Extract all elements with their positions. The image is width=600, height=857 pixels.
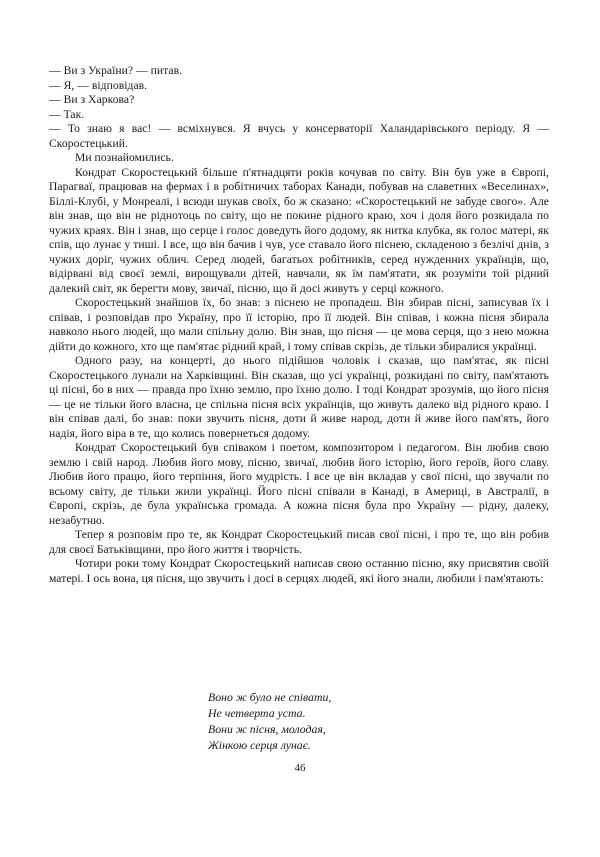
- poem-line: Вони ж пісня, молодая,: [208, 722, 326, 736]
- paragraph: — То знаю я вас! — всміхнувся. Я вчусь у консерваторії Халандарівського періоду. Я — Скоростецький.: [49, 122, 549, 150]
- paragraph: Скоростецький знайшов їх, бо знав: з піснею не пропадеш. Він збирав пісні, записував їх і співав, і розповідав про Україну, про її історію, про її людей. Він співав, і кожна пісня збирала навколо нього людей, що мали спільну долю. Він знав, що пісня — це мова серця, що з нею можна дійти до кожного, хто ще пам'ятає рідний край, і тому співав скрізь, де тільки збиралися українці.: [49, 296, 549, 353]
- paragraph: — Так.: [49, 107, 85, 121]
- paragraph: — Я, — відповідав.: [49, 78, 148, 92]
- paragraph: Одного разу, на концерті, до нього підійшов чоловік і сказав, що пам'ятає, як пісні Скоростецького лунали на Харківщині. Він сказав, що усі українці, розкидані по світу, пам'ятають ці пісні, бо в них — правда про їхню землю, про їхню долю. І тоді Кондрат зрозумів, що його пісня — це не тільки його власна, це спільна пісня всіх українців, що живуть далеко від рідного краю. І він співав далі, бо знав: поки звучить пісня, доти й живе народ, доти й живе його пам'ять, його надія, його віра в те, що колись повернеться додому.: [49, 354, 549, 440]
- paragraph: Тепер я розповім про те, як Кондрат Скоростецький писав свої пісні, і про те, що він робив для своєї Батьківщини, про його життя і творчість.: [49, 528, 549, 556]
- paragraph: — Ви з Харкова?: [49, 93, 135, 106]
- body-text: [49, 64, 549, 586]
- paragraph: Чотири роки тому Кондрат Скоростецький написав свою останню пісню, яку присвятив своїй матері. І ось вона, ця пісня, що звучить і досі в серцях людей, які його знали, любили і пам'ятають:: [49, 557, 549, 585]
- paragraph: Ми познайомились.: [75, 151, 174, 164]
- paragraph: — Ви з України? — питав.: [49, 64, 183, 77]
- page-number: 46: [294, 762, 306, 774]
- poem-line: Жінкою серця лунає.: [208, 738, 311, 752]
- poem-line: Воно ж було не співати,: [208, 690, 332, 704]
- paragraph: Кондрат Скоростецький був співаком і поетом, композитором і педагогом. Він любив свою землю і свій народ. Любив його мову, пісню, звичаї, любив його історію, його героїв, його славу. Любив його працю, його терпіння, його мудрість. І все це він вкладав у свої пісні, що звучали по всьому світу, де тільки жили українці. Його пісні співали в Канаді, в Америці, в Австралії, в Європі, скрізь, де була українська громада. А кожна пісня була про Україну — рідну, далеку, незабутню.: [49, 441, 549, 527]
- paragraph: Кондрат Скоростецький більше п'ятнадцяти років кочував по світу. Він був уже в Європі, Парагваї, працював на фермах і в робітничих таборах Канади, побував на славетних «Веселинах», Біллі-Клубі, у Монреалі, і всюди шукав своїх, бо ж сказано: «Скоростецький не забуде свого». Але він знав, що він не ріднотоць по світу, що не покине рідного краю, хоч і доля його розкидала по чужих краях. Він і знав, що серце і голос доведуть його додому, як нитка клубка, як голос матері, як спів, що лунає у тиші. І все, що він бачив і чув, усе ставало його піснею, складеною з безлічі днів, з чужих доріг, чужих облич. Серед людей, багатьох робітників, серед нужденних українців, що, відірвані від своєї землі, вирощували дітей, навчали, як їм пам'ятати, як розуміти той рідний далекий світ, як берегти мову, звичаї, пісню, що й досі живуть у серці кожного.: [49, 165, 549, 295]
- poem-line: Не четверта уста.: [208, 706, 306, 720]
- poem: [208, 689, 508, 753]
